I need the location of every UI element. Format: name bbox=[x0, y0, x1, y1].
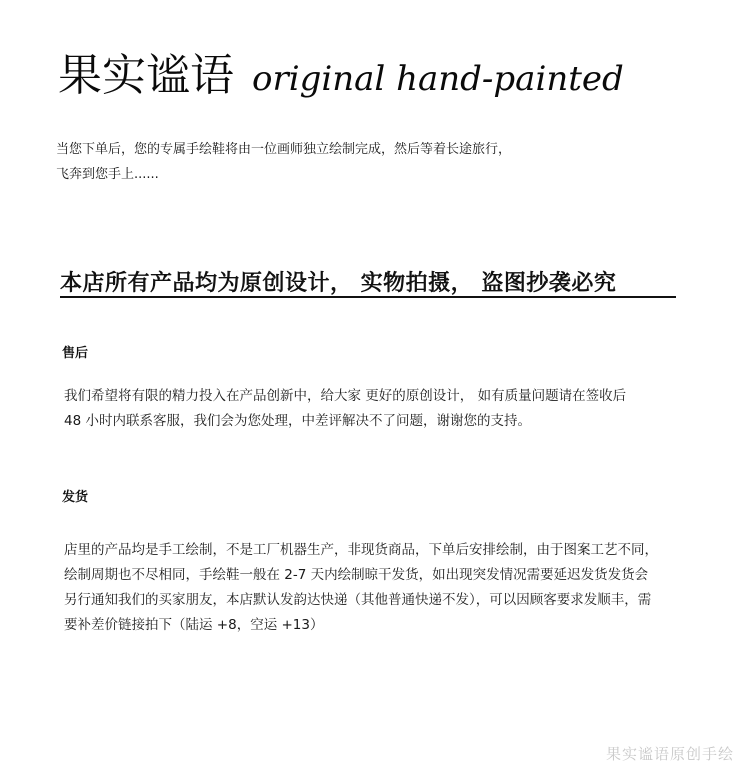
notice-underline bbox=[60, 296, 676, 298]
intro-line: 飞奔到您手上...... bbox=[56, 167, 159, 182]
after-sale-paragraph bbox=[64, 384, 684, 434]
shipping-line: 要补差价链接拍下（陆运 +8，空运 +13） bbox=[64, 617, 324, 633]
shipping-line: 店里的产品均是手工绘制，不是工厂机器生产，非现货商品，下单后安排绘制，由于图案工艺不同， bbox=[64, 542, 658, 558]
shipping-line: 绘制周期也不尽相同，手绘鞋一般在 2-7 天内绘制晾干发货，如出现突发情况需要延迟发货发货会 bbox=[64, 567, 649, 583]
after-sale-line: 我们希望将有限的精力投入在产品创新中，给大家 更好的原创设计， 如有质量问题请在签收后 bbox=[64, 388, 627, 404]
after-sale-heading: 售后 bbox=[62, 346, 89, 361]
brand-name: 果实谧语 bbox=[58, 50, 234, 101]
intro-text bbox=[56, 137, 696, 187]
shipping-line: 另行通知我们的买家朋友，本店默认发韵达快递（其他普通快递不发），可以因顾客要求发顺丰，需 bbox=[64, 592, 652, 608]
copyright-notice: 本店所有产品均为原创设计， 实物拍摄， 盗图抄袭必究 bbox=[60, 271, 617, 296]
watermark: 果实谧语原创手绘 bbox=[605, 745, 734, 763]
intro-line: 当您下单后，您的专属手绘鞋将由一位画师独立绘制完成，然后等着长途旅行， bbox=[56, 142, 512, 157]
brand-tagline: original hand-painted bbox=[252, 59, 624, 99]
shipping-heading: 发货 bbox=[62, 490, 89, 505]
shipping-paragraph bbox=[64, 538, 684, 638]
after-sale-line: 48 小时内联系客服，我们会为您处理，中差评解决不了问题，谢谢您的支持。 bbox=[64, 413, 531, 429]
